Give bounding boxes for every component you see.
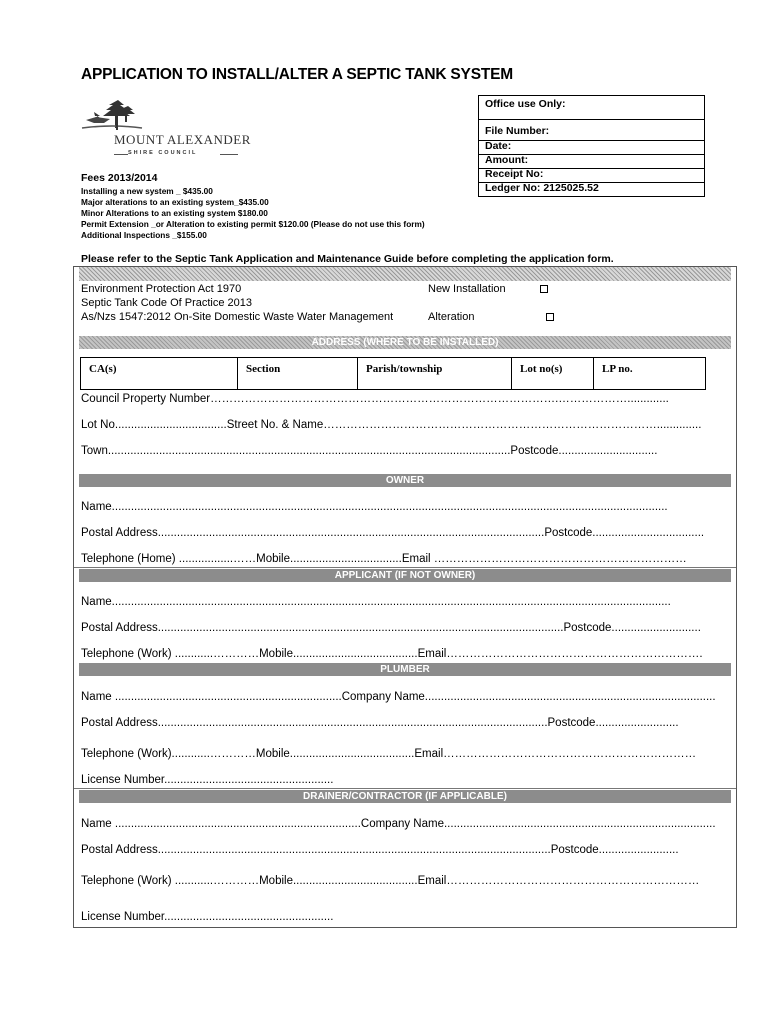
ca-column: CA(s)	[81, 358, 238, 389]
guide-notice: Please refer to the Septic Tank Application and Maintenance Guide before completing the application form.	[81, 253, 614, 265]
plumber-name-field[interactable]: Name .......................................................................Company Name...........................................................................................	[81, 691, 716, 703]
drainer-license-field[interactable]: License Number.....................................................	[81, 911, 334, 923]
parish-column: Parish/township	[358, 358, 512, 389]
logo-subtitle: SHIRE COUNCIL	[128, 150, 198, 156]
owner-name-field[interactable]: Name..............................................................................................................................................................................	[81, 501, 668, 513]
fee-item: Additional Inspections _$155.00	[81, 230, 207, 240]
legislation-line-2: Septic Tank Code Of Practice 2013	[81, 297, 253, 309]
town-postcode-field[interactable]: Town..............................................................................................................................Postcode...............................	[81, 445, 658, 457]
owner-phone-field[interactable]: Telephone (Home) .................……Mobile...................................Email …………………………………………………………	[81, 553, 687, 565]
owner-postal-field[interactable]: Postal Address.........................................................................................................................Postcode...................................	[81, 527, 705, 539]
council-property-number-field[interactable]: Council Property Number……………………………………………………………………………….……………….............	[81, 393, 669, 405]
new-installation-label: New Installation	[428, 283, 506, 295]
applicant-section-header: APPLICANT (IF NOT OWNER)	[79, 569, 731, 582]
applicant-phone-field[interactable]: Telephone (Work) ............…………Mobile.......................................Email………………………………………………………….	[81, 648, 703, 660]
new-installation-checkbox[interactable]	[540, 285, 548, 293]
drainer-section-header: DRAINER/CONTRACTOR (IF APPLICABLE)	[79, 790, 731, 803]
fee-item: Minor Alterations to an existing system $180.00	[81, 208, 268, 218]
lot-street-field[interactable]: Lot No...................................Street No. & Name……………………………………………………………………………..............	[81, 419, 702, 431]
top-hatch-band	[79, 267, 731, 281]
fee-item: Major alterations to an existing system_$435.00	[81, 197, 269, 207]
address-section-header: ADDRESS (WHERE TO BE INSTALLED)	[79, 336, 731, 349]
logo-name: MOUNT ALEXANDER	[114, 132, 251, 147]
legislation-line-1: Environment Protection Act 1970	[81, 283, 242, 295]
receipt-label: Receipt No:	[485, 168, 544, 180]
applicant-postal-field[interactable]: Postal Address...............................................................................................................................Postcode............................	[81, 622, 701, 634]
property-table	[80, 357, 706, 390]
section-column: Section	[238, 358, 358, 389]
applicant-name-field[interactable]: Name...............................................................................................................................................................................	[81, 596, 671, 608]
fee-item: Permit Extension _or Alteration to existing permit $120.00 (Please do not use this form)	[81, 219, 425, 229]
drainer-phone-field[interactable]: Telephone (Work) ............…………Mobile.......................................Email…………………………………………………………	[81, 875, 700, 887]
date-label: Date:	[485, 140, 512, 152]
file-number-label: File Number:	[485, 125, 550, 137]
owner-section-header: OWNER	[79, 474, 731, 487]
fee-item: Installing a new system _ $435.00	[81, 186, 213, 196]
legislation-line-3: As/Nzs 1547:2012 On-Site Domestic Waste Water Management	[81, 311, 394, 323]
office-use-heading: Office use Only:	[485, 98, 566, 110]
plumber-postal-field[interactable]: Postal Address..........................................................................................................................Postcode..........................	[81, 717, 679, 729]
amount-label: Amount:	[485, 154, 529, 166]
office-use-box	[478, 95, 705, 197]
fees-title: Fees 2013/2014	[81, 172, 158, 184]
plumber-section-header: PLUMBER	[79, 663, 731, 676]
plumber-phone-field[interactable]: Telephone (Work)............…………Mobile.......................................Email…………………………………………………………	[81, 748, 697, 760]
plumber-license-field[interactable]: License Number.....................................................	[81, 774, 334, 786]
drainer-name-field[interactable]: Name .............................................................................Company Name.....................................................................................	[81, 818, 716, 830]
form-title: APPLICATION TO INSTALL/ALTER A SEPTIC TANK SYSTEM	[81, 66, 513, 83]
alteration-label: Alteration	[428, 311, 475, 323]
ledger-label: Ledger No: 2125025.52	[485, 182, 599, 194]
lot-column: Lot no(s)	[512, 358, 594, 389]
alteration-checkbox[interactable]	[546, 313, 554, 321]
drainer-postal-field[interactable]: Postal Address...........................................................................................................................Postcode.........................	[81, 844, 679, 856]
lp-column: LP no.	[602, 363, 633, 375]
